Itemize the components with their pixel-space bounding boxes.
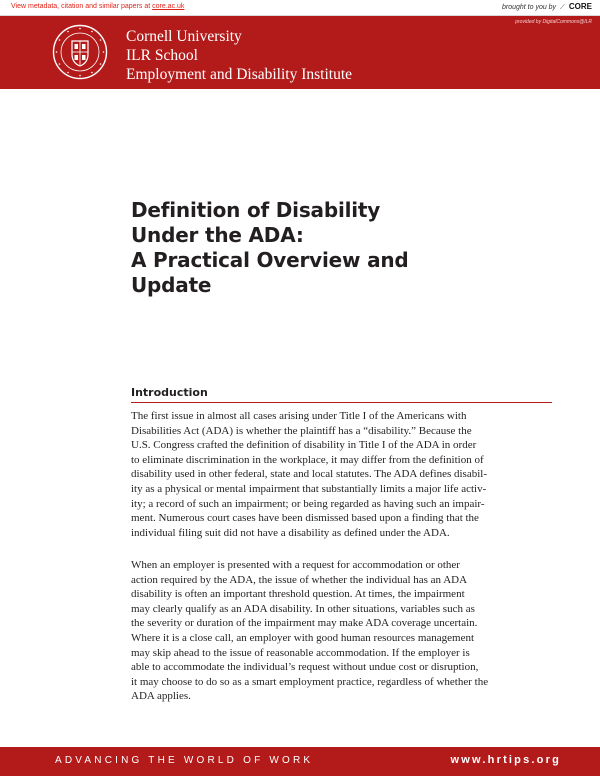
- text-line: Disabilities Act (ADA) is whether the plaintiff has a “disability.” Because the: [131, 424, 472, 437]
- brought-text: brought to you by: [501, 4, 557, 11]
- text-line: the severity or duration of the impairment may make ADA coverage uncertain.: [131, 617, 478, 630]
- text-line: Where it is a close call, an employer with good human resources management: [131, 631, 475, 644]
- text-line: disability is often an important threshold question. At times, the impairment: [131, 588, 465, 601]
- footer-banner: [0, 747, 600, 776]
- core-banner: [0, 0, 600, 16]
- text-line: may clearly qualify as an ADA disability. In other situations, variables such as: [131, 602, 475, 615]
- text-line: disability used in other federal, state and local statutes. The ADA defines disabil-: [131, 468, 487, 481]
- core-logo-icon: ⟋: [560, 4, 565, 11]
- text-line: ity; a record of such an impairment; or being regarded as having such an impair-: [131, 497, 485, 510]
- text-line: ADA applies.: [131, 690, 191, 703]
- header-banner: [0, 16, 600, 89]
- institution-line: Employment and Disability Institute: [126, 66, 353, 83]
- title-line: Update: [131, 273, 212, 297]
- text-line: action required by the ADA, the issue of whether the individual has an ADA: [131, 573, 468, 586]
- text-line: U.S. Congress crafted the definition of disability in Title I of the ADA in order: [131, 439, 477, 452]
- text-line: ity as a physical or mental impairment that substantially limits a major life activ-: [131, 482, 487, 495]
- core-metadata-link[interactable]: [11, 3, 184, 10]
- section-heading: Introduction: [131, 386, 208, 399]
- footer-tagline: ADVANCING THE WORLD OF WORK: [55, 755, 314, 766]
- text-line: When an employer is presented with a request for accommodation or other: [131, 559, 460, 571]
- text-line: The first issue in almost all cases arising under Title I of the Americans with: [131, 410, 467, 422]
- document-title: [131, 198, 409, 298]
- core-link-prefix: View metadata, citation and similar papers at: [11, 3, 153, 10]
- title-line: Under the ADA:: [131, 223, 304, 247]
- core-label: CORE: [568, 2, 592, 11]
- cornell-seal-icon: [52, 24, 108, 80]
- institution-line: Cornell University: [126, 28, 242, 45]
- text-line: to eliminate discrimination in the workplace, it may differ from the definition of: [131, 453, 484, 466]
- brought-by-core[interactable]: [502, 2, 592, 12]
- title-line: Definition of Disability: [131, 198, 381, 222]
- text-line: may skip ahead to the issue of reasonable accommodation. If the employer is: [131, 646, 470, 659]
- text-line: individual filing suit did not have a disability as defined under the ADA.: [131, 526, 450, 539]
- section-divider: [131, 402, 552, 403]
- footer-url-link[interactable]: www.hrtips.org: [450, 754, 561, 766]
- text-line: able to accommodate the individual’s request without undue cost or disruption,: [131, 661, 479, 674]
- paragraph-1: [131, 409, 555, 540]
- institution-line: ILR School: [126, 47, 198, 64]
- paragraph-2: [131, 558, 555, 704]
- title-line: A Practical Overview and: [131, 248, 409, 272]
- text-line: ment. Numerous court cases have been dismissed based upon a finding that the: [131, 512, 479, 525]
- provided-by-text: provided by DigitalCommons@ILR: [515, 19, 592, 25]
- institution-name: [126, 27, 352, 84]
- text-line: it may choose to do so as a smart employment practice, regardless of whether the: [131, 675, 489, 688]
- core-link-text[interactable]: core.ac.uk: [152, 3, 185, 10]
